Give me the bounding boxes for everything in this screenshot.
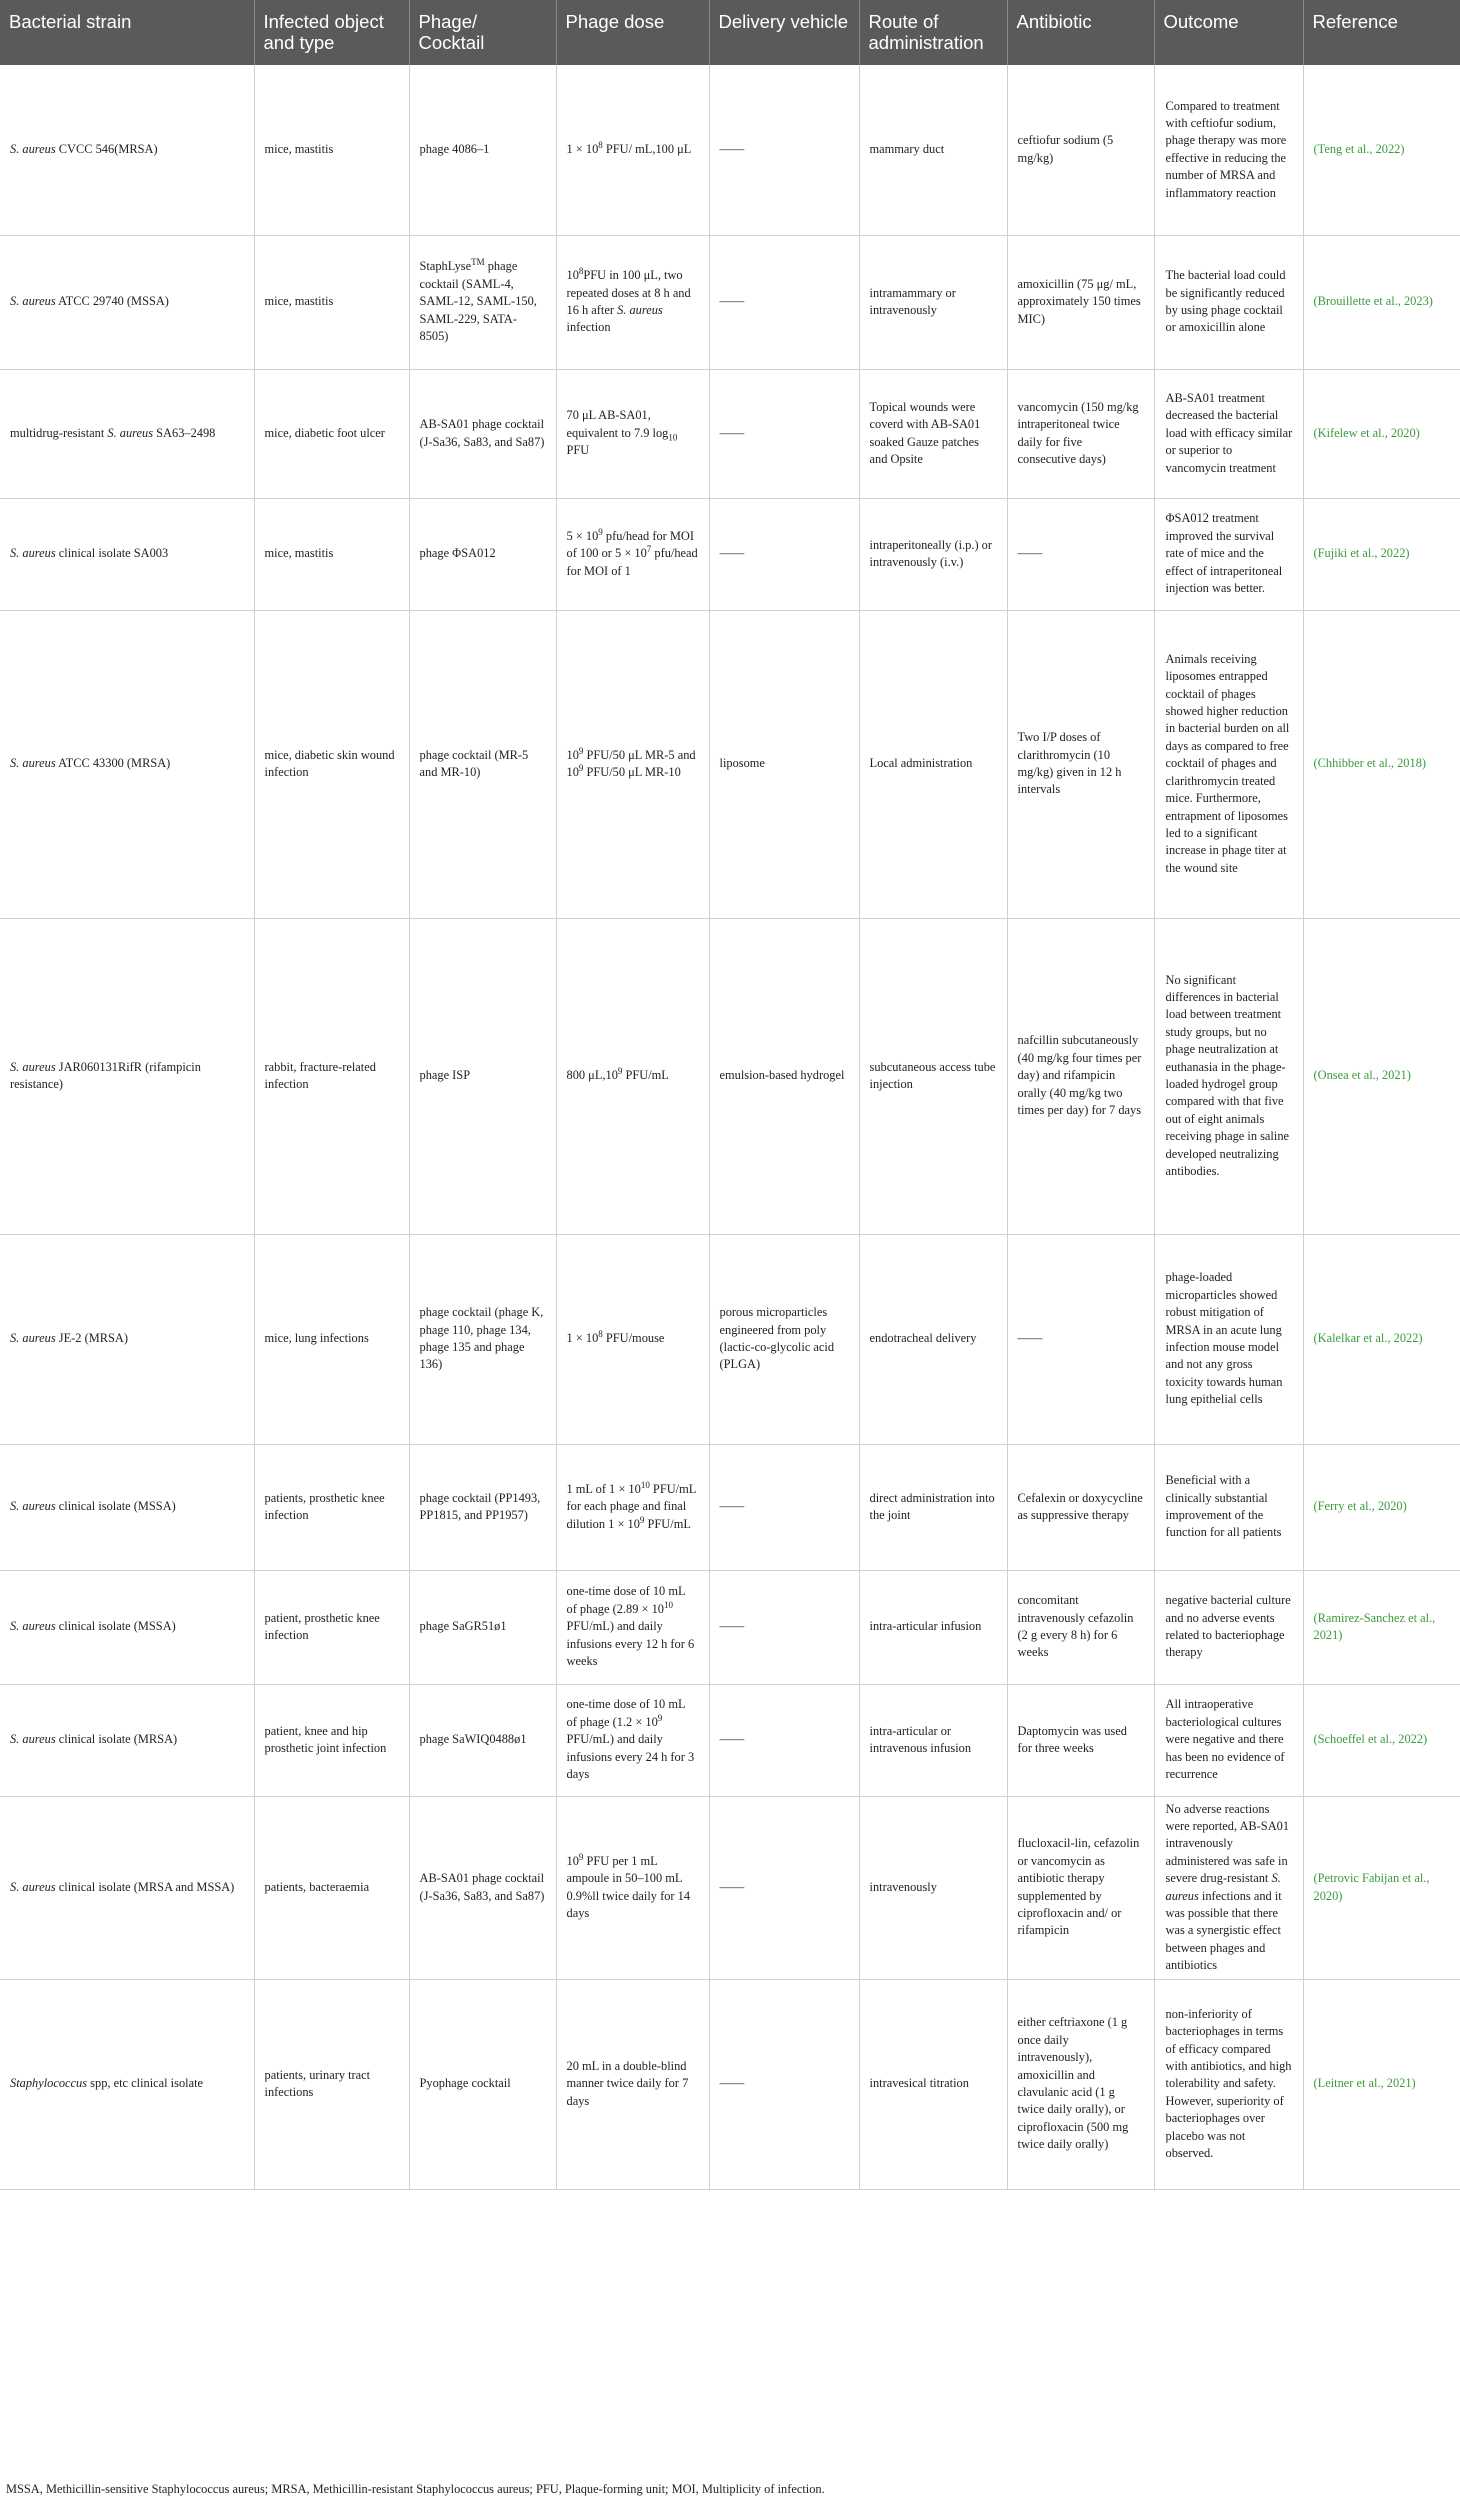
cell-dose: $5 \times 10^9$ pfu/head for MOI of 100 or $5 \times 10^7$ pfu/head for MOI of 1	[556, 498, 709, 610]
cell-strain: S. aureus JE-2 (MRSA)	[0, 1234, 254, 1444]
cell-phage: phage SaWIQ0488ø1	[409, 1684, 556, 1796]
table-row	[0, 498, 1460, 610]
cell-object: rabbit, fracture-related infection	[254, 918, 409, 1234]
reference-link[interactable]: (Petrovic Fabijan et al., 2020)	[1303, 1796, 1460, 1979]
cell-antibiotic: ceftiofur sodium (5 mg/kg)	[1007, 65, 1154, 235]
cell-antibiotic: ——	[1007, 1234, 1154, 1444]
cell-object: mice, diabetic skin wound infection	[254, 610, 409, 918]
cell-antibiotic: Cefalexin or doxycycline as suppressive therapy	[1007, 1444, 1154, 1570]
cell-strain: S. aureus CVCC 546(MRSA)	[0, 65, 254, 235]
cell-outcome: non-inferiority of bacteriophages in terms of efficacy compared with antibiotics, and high tolerability and safety. However, superiority of bacteriophages over placebo was not observed.	[1154, 1979, 1303, 2189]
header-bacterial-strain: Bacterial strain	[0, 0, 254, 65]
cell-phage: AB-SA01 phage cocktail (J-Sa36, Sa83, and Sa87)	[409, 1796, 556, 1979]
cell-dose: $1 \times 10^8$ PFU/mouse	[556, 1234, 709, 1444]
reference-link[interactable]: (Leitner et al., 2021)	[1303, 1979, 1460, 2189]
cell-phage: Pyophage cocktail	[409, 1979, 556, 2189]
table-row	[0, 1979, 1460, 2189]
cell-phage: phage cocktail (MR-5 and MR-10)	[409, 610, 556, 918]
table-row	[0, 65, 1460, 235]
cell-antibiotic: nafcillin subcutaneously (40 mg/kg four times per day) and rifampicin orally (40 mg/kg two times per day) for 7 days	[1007, 918, 1154, 1234]
reference-link[interactable]: (Fujiki et al., 2022)	[1303, 498, 1460, 610]
header-antibiotic: Antibiotic	[1007, 0, 1154, 65]
cell-vehicle: ——	[709, 235, 859, 369]
table-body	[0, 65, 1460, 2189]
cell-vehicle: ——	[709, 1796, 859, 1979]
cell-vehicle: ——	[709, 498, 859, 610]
table-row	[0, 369, 1460, 498]
cell-antibiotic: ——	[1007, 498, 1154, 610]
cell-antibiotic: flucloxacil-lin, cefazolin or vancomycin as antibiotic therapy supplemented by ciprofloxacin and/ or rifampicin	[1007, 1796, 1154, 1979]
cell-vehicle: ——	[709, 65, 859, 235]
cell-vehicle: ——	[709, 1979, 859, 2189]
cell-route: intra-articular or intravenous infusion	[859, 1684, 1007, 1796]
cell-phage: phage SaGR51ø1	[409, 1570, 556, 1684]
reference-link[interactable]: (Ferry et al., 2020)	[1303, 1444, 1460, 1570]
cell-route: mammary duct	[859, 65, 1007, 235]
table-row	[0, 1796, 1460, 1979]
cell-phage: phage cocktail (PP1493, PP1815, and PP1957)	[409, 1444, 556, 1570]
cell-dose: $10^8PFU$ in 100 μL, two repeated doses at 8 h and 16 h after S. aureus infection	[556, 235, 709, 369]
table-row	[0, 235, 1460, 369]
table-row	[0, 918, 1460, 1234]
cell-phage: phage ISP	[409, 918, 556, 1234]
cell-route: intravesical titration	[859, 1979, 1007, 2189]
table-row	[0, 610, 1460, 918]
cell-object: mice, mastitis	[254, 498, 409, 610]
cell-route: Topical wounds were coverd with AB-SA01 soaked Gauze patches and Opsite	[859, 369, 1007, 498]
cell-route: endotracheal delivery	[859, 1234, 1007, 1444]
header-route: Route of administration	[859, 0, 1007, 65]
cell-object: patients, bacteraemia	[254, 1796, 409, 1979]
cell-phage: AB-SA01 phage cocktail (J-Sa36, Sa83, and Sa87)	[409, 369, 556, 498]
cell-phage: phage cocktail (phage K, phage 110, phage 134, phage 135 and phage 136)	[409, 1234, 556, 1444]
cell-strain: S. aureus clinical isolate (MSSA)	[0, 1570, 254, 1684]
cell-outcome: AB-SA01 treatment decreased the bacterial load with efficacy similar or superior to vancomycin treatment	[1154, 369, 1303, 498]
header-outcome: Outcome	[1154, 0, 1303, 65]
header-phage-cocktail: Phage/ Cocktail	[409, 0, 556, 65]
reference-link[interactable]: (Chhibber et al., 2018)	[1303, 610, 1460, 918]
cell-phage: phage ΦSA012	[409, 498, 556, 610]
cell-object: patients, prosthetic knee infection	[254, 1444, 409, 1570]
cell-strain: multidrug-resistant S. aureus SA63–2498	[0, 369, 254, 498]
cell-route: Local administration	[859, 610, 1007, 918]
cell-outcome: All intraoperative bacteriological cultures were negative and there has been no evidence of recurrence	[1154, 1684, 1303, 1796]
header-infected-object: Infected object and type	[254, 0, 409, 65]
reference-link[interactable]: (Brouillette et al., 2023)	[1303, 235, 1460, 369]
cell-object: patients, urinary tract infections	[254, 1979, 409, 2189]
cell-vehicle: ——	[709, 369, 859, 498]
table-row	[0, 1570, 1460, 1684]
cell-object: patient, prosthetic knee infection	[254, 1570, 409, 1684]
cell-dose: 1 mL of $1 \times 10^{10}$ PFU/mL for each phage and final dilution $1 \times 10^9$ PFU/mL	[556, 1444, 709, 1570]
cell-phage: phage 4086–1	[409, 65, 556, 235]
cell-dose: 800 $\mu L,10^9$ PFU/mL	[556, 918, 709, 1234]
cell-outcome: Compared to treatment with ceftiofur sodium, phage therapy was more effective in reducing the number of MRSA and inflammatory reaction	[1154, 65, 1303, 235]
cell-strain: S. aureus JAR060131RifR (rifampicin resistance)	[0, 918, 254, 1234]
cell-dose: $10^9$ PFU/50 μL MR-5 and $10^9$ PFU/50 μL MR-10	[556, 610, 709, 918]
cell-outcome: negative bacterial culture and no adverse events related to bacteriophage therapy	[1154, 1570, 1303, 1684]
cell-object: mice, diabetic foot ulcer	[254, 369, 409, 498]
header-delivery-vehicle: Delivery vehicle	[709, 0, 859, 65]
cell-dose: 20 mL in a double-blind manner twice daily for 7 days	[556, 1979, 709, 2189]
cell-antibiotic: Two I/P doses of clarithromycin (10 mg/kg) given in 12 h intervals	[1007, 610, 1154, 918]
cell-strain: S. aureus clinical isolate (MRSA)	[0, 1684, 254, 1796]
cell-antibiotic: Daptomycin was used for three weeks	[1007, 1684, 1154, 1796]
cell-object: mice, mastitis	[254, 235, 409, 369]
cell-vehicle: ——	[709, 1684, 859, 1796]
cell-phage: StaphLyse™ phage cocktail (SAML-4, SAML-12, SAML-150, SAML-229, SATA-8505)	[409, 235, 556, 369]
cell-strain: S. aureus clinical isolate (MRSA and MSSA)	[0, 1796, 254, 1979]
cell-route: subcutaneous access tube injection	[859, 918, 1007, 1234]
cell-outcome: ΦSA012 treatment improved the survival rate of mice and the effect of intraperitoneal injection was better.	[1154, 498, 1303, 610]
cell-strain: Staphylococcus spp, etc clinical isolate	[0, 1979, 254, 2189]
cell-antibiotic: amoxicillin (75 μg/ mL, approximately 150 times MIC)	[1007, 235, 1154, 369]
cell-route: intra-articular infusion	[859, 1570, 1007, 1684]
reference-link[interactable]: (Ramirez-Sanchez et al., 2021)	[1303, 1570, 1460, 1684]
cell-object: patient, knee and hip prosthetic joint infection	[254, 1684, 409, 1796]
cell-strain: S. aureus clinical isolate SA003	[0, 498, 254, 610]
cell-route: intravenously	[859, 1796, 1007, 1979]
cell-route: intraperitoneally (i.p.) or intravenously (i.v.)	[859, 498, 1007, 610]
cell-vehicle: porous microparticles engineered from poly (lactic-co-glycolic acid (PLGA)	[709, 1234, 859, 1444]
cell-route: direct administration into the joint	[859, 1444, 1007, 1570]
reference-link[interactable]: (Kalelkar et al., 2022)	[1303, 1234, 1460, 1444]
cell-dose: one-time dose of 10 mL of phage ($1.2 \times 10^9$ PFU/mL) and daily infusions every 24 h for 3 days	[556, 1684, 709, 1796]
reference-link[interactable]: (Onsea et al., 2021)	[1303, 918, 1460, 1234]
reference-link[interactable]: (Teng et al., 2022)	[1303, 65, 1460, 235]
cell-strain: S. aureus ATCC 29740 (MSSA)	[0, 235, 254, 369]
cell-antibiotic: vancomycin (150 mg/kg intraperitoneal twice daily for five consecutive days)	[1007, 369, 1154, 498]
cell-outcome: phage-loaded microparticles showed robust mitigation of MRSA in an acute lung infection mouse model and not any gross toxicity towards human lung epithelial cells	[1154, 1234, 1303, 1444]
cell-antibiotic: either ceftriaxone (1 g once daily intravenously), amoxicillin and clavulanic acid (1 g twice daily orally), or ciprofloxacin (500 mg twice daily orally)	[1007, 1979, 1154, 2189]
table-row	[0, 1234, 1460, 1444]
table-header	[0, 0, 1460, 65]
table-row	[0, 1684, 1460, 1796]
header-phage-dose: Phage dose	[556, 0, 709, 65]
cell-dose: 70 μL AB-SA01, equivalent to 7.9 $\log_{10}$ PFU	[556, 369, 709, 498]
cell-antibiotic: concomitant intravenously cefazolin (2 g every 8 h) for 6 weeks	[1007, 1570, 1154, 1684]
table-row	[0, 1444, 1460, 1570]
cell-outcome: No significant differences in bacterial load between treatment study groups, but no phage neutralization at euthanasia in the phage-loaded hydrogel group compared with that five out of eight animals receiving phage in saline developed neutralizing antibodies.	[1154, 918, 1303, 1234]
cell-outcome: Beneficial with a clinically substantial improvement of the function for all patients	[1154, 1444, 1303, 1570]
reference-link[interactable]: (Schoeffel et al., 2022)	[1303, 1684, 1460, 1796]
cell-strain: S. aureus clinical isolate (MSSA)	[0, 1444, 254, 1570]
cell-outcome: The bacterial load could be significantly reduced by using phage cocktail or amoxicillin alone	[1154, 235, 1303, 369]
cell-object: mice, lung infections	[254, 1234, 409, 1444]
cell-vehicle: liposome	[709, 610, 859, 918]
cell-dose: one-time dose of 10 mL of phage ($2.89 \times 10^{10}$ PFU/mL) and daily infusions every 12 h for 6 weeks	[556, 1570, 709, 1684]
cell-vehicle: emulsion-based hydrogel	[709, 918, 859, 1234]
cell-vehicle: ——	[709, 1570, 859, 1684]
cell-strain: S. aureus ATCC 43300 (MRSA)	[0, 610, 254, 918]
table-footnote: MSSA, Methicillin-sensitive Staphylococcus aureus; MRSA, Methicillin-resistant Staphylococcus aureus; PFU, Plaque-forming unit; MOI, Multiplicity of infection.	[6, 2482, 825, 2496]
header-reference: Reference	[1303, 0, 1460, 65]
reference-link[interactable]: (Kifelew et al., 2020)	[1303, 369, 1460, 498]
cell-outcome: No adverse reactions were reported, AB-SA01 intravenously administered was safe in severe drug-resistant S. aureus infections and it was possible that there was a synergistic effect between phages and antibiotics	[1154, 1796, 1303, 1979]
cell-dose: $1 \times 10^8$ PFU/ mL,100 μL	[556, 65, 709, 235]
cell-outcome: Animals receiving liposomes entrapped cocktail of phages showed higher reduction in bacterial burden on all days as compared to free cocktail of phages and clarithromycin treated mice. Furthermore, entrapment of liposomes led to a significant increase in phage titer at the wound site	[1154, 610, 1303, 918]
cell-object: mice, mastitis	[254, 65, 409, 235]
cell-vehicle: ——	[709, 1444, 859, 1570]
cell-dose: $10^9$ PFU per 1 mL ampoule in 50–100 mL 0.9%ll twice daily for 14 days	[556, 1796, 709, 1979]
cell-route: intramammary or intravenously	[859, 235, 1007, 369]
